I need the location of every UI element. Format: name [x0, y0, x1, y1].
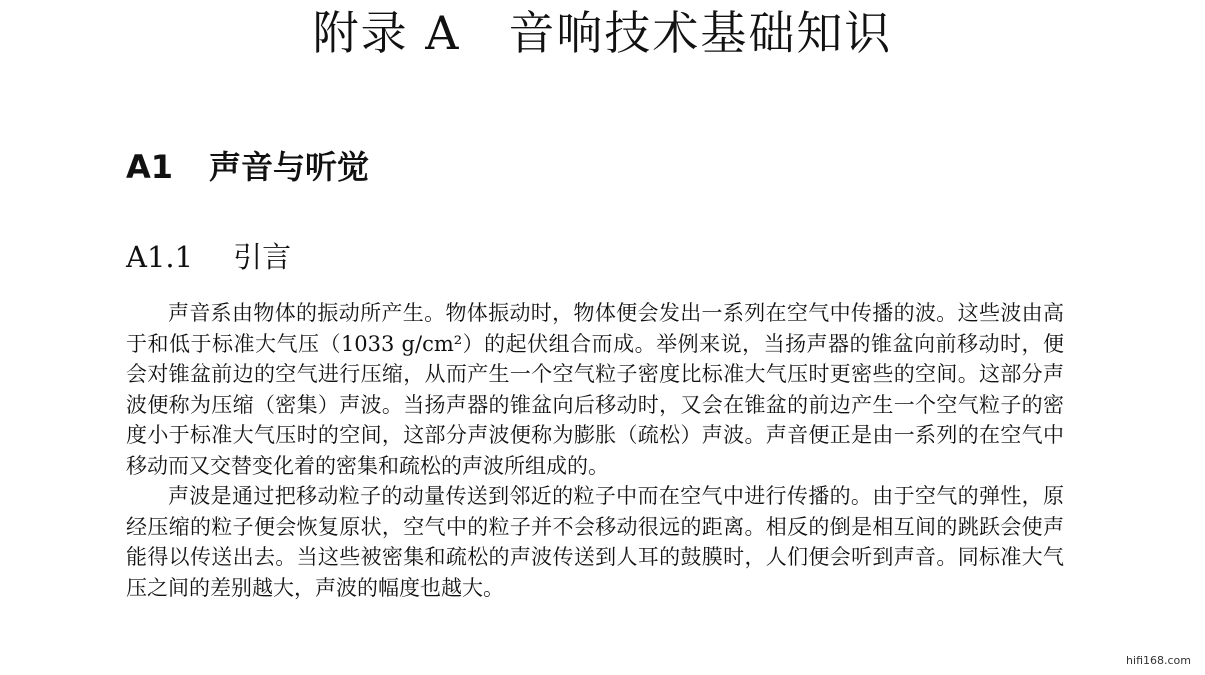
- paragraph: 声音系由物体的振动所产生。物体振动时，物体便会发出一系列在空气中传播的波。这些波由高于和低于标准大气压（1033 g/cm²）的起伏组合而成。举例来说，当扬声器的锥盆向前移动时，便会对锥盆前边的空气进行压缩，从而产生一个空气粒子密度比标准大气压时更密些的空间。这部分声波便称为压缩（密集）声波。当扬声器的锥盆向后移动时，又会在锥盆的前边产生一个空气粒子的密度小于标准大气压时的空间，这部分声波便称为膨胀（疏松）声波。声音便正是由一系列的在空气中移动而又交替变化着的密集和疏松的声波所组成的。: [126, 301, 1064, 478]
- appendix-label: 附录 A: [312, 6, 461, 60]
- section-title: 声音与听觉: [209, 148, 370, 186]
- subsection-number: A1.1: [126, 240, 194, 274]
- body-text: [126, 298, 1064, 603]
- paragraph: 声波是通过把移动粒子的动量传送到邻近的粒子中而在空气中进行传播的。由于空气的弹性，原经压缩的粒子便会恢复原状，空气中的粒子并不会移动很远的距离。相反的倒是相互间的跳跃会使声能得以传送出去。当这些被密集和疏松的声波传送到人耳的鼓膜时，人们便会听到声音。同标准大气压之间的差别越大，声波的幅度也越大。: [126, 484, 1064, 600]
- subsection-heading: [126, 236, 291, 278]
- appendix-title-text: 音响技术基础知识: [508, 6, 893, 60]
- appendix-title: [0, 2, 1205, 64]
- subsection-title: 引言: [233, 240, 292, 274]
- section-heading: [126, 145, 369, 189]
- section-number: A1: [126, 148, 174, 186]
- site-watermark: hifi168.com: [1126, 654, 1191, 667]
